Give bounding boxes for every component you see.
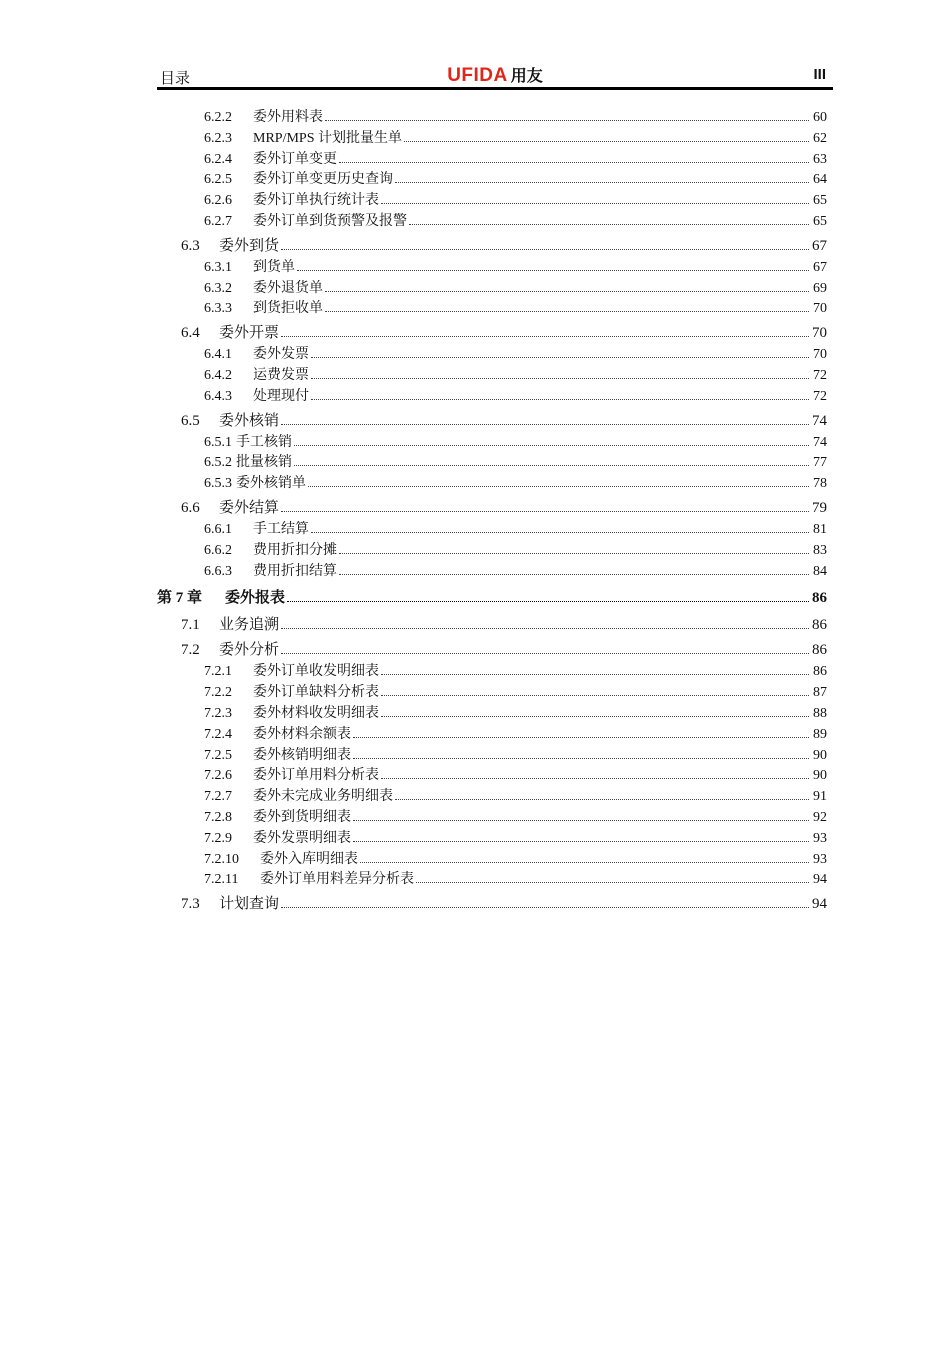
toc-entry-title: 手工结算 (253, 521, 309, 537)
header-section-title: 目录 (160, 71, 191, 87)
toc-entry-title: 委外订单用料分析表 (253, 768, 379, 784)
toc-entry-title: 委外材料余额表 (253, 726, 351, 742)
header-rule (157, 87, 833, 90)
ufida-logo (158, 63, 832, 87)
toc-entry-title: MRP/MPS 计划批量生单 (253, 130, 402, 146)
toc-entry-page: 94 (813, 872, 827, 888)
dot-leader (294, 465, 809, 466)
toc-entry-number: 6.6 (181, 499, 200, 516)
dot-leader (281, 628, 809, 629)
toc-entry-number: 6.2.2 (204, 110, 232, 125)
toc-entry[interactable] (157, 892, 827, 916)
dot-leader (404, 141, 809, 142)
dot-leader (339, 553, 809, 554)
dot-leader (281, 653, 809, 654)
toc-entry[interactable] (157, 683, 827, 704)
toc-entry-page: 94 (812, 896, 827, 913)
dot-leader (339, 574, 809, 575)
toc-entry[interactable] (157, 366, 827, 387)
toc-entry-page: 79 (812, 499, 827, 516)
toc-entry[interactable] (157, 662, 827, 683)
dot-leader (294, 445, 809, 446)
toc-entry-number: 6.2.6 (204, 193, 232, 209)
toc-entry-title: 委外核销明细表 (253, 747, 351, 763)
toc-entry-number: 6.4 (181, 325, 200, 342)
dot-leader (353, 841, 809, 842)
toc-entry-number: 6.4.3 (204, 388, 232, 404)
dot-leader (281, 336, 809, 337)
toc-entry-number: 6.3 (181, 237, 200, 254)
toc-entry[interactable] (157, 453, 827, 474)
toc-entry-title: 委外订单用料差异分析表 (260, 872, 414, 888)
toc-entry-title: 委外核销 (219, 412, 280, 429)
toc-entry-page: 65 (813, 193, 827, 209)
toc-entry-page: 70 (813, 347, 827, 363)
toc-entry-number: 7.2.1 (204, 664, 232, 680)
toc-entry-title: 委外未完成业务明细表 (253, 789, 393, 805)
toc-entry-number: 7.2 (181, 642, 200, 659)
toc-entry-title: 委外报表 (225, 590, 286, 607)
toc-entry-number: 7.2.5 (204, 747, 232, 763)
toc-entry-page: 88 (813, 705, 827, 721)
toc-entry-page: 86 (812, 642, 827, 659)
dot-leader (311, 378, 809, 379)
toc-entry-title: 委外订单执行统计表 (253, 193, 379, 209)
toc-entry-title: 批量核销 (236, 455, 292, 471)
toc-entry-number: 7.2.9 (204, 830, 232, 846)
dot-leader (325, 291, 809, 292)
toc-entry-number: 6.2.3 (204, 130, 232, 146)
toc-entry-number: 7.2.11 (204, 872, 239, 888)
dot-leader (287, 601, 809, 602)
table-of-contents (157, 108, 827, 916)
toc-entry-number: 6.5 (181, 412, 200, 429)
toc-entry-title: 委外结算 (219, 499, 280, 516)
toc-entry-title: 委外发票明细表 (253, 830, 351, 846)
toc-entry-page: 90 (813, 747, 827, 763)
toc-entry-number: 7.2.2 (204, 685, 232, 701)
toc-entry[interactable] (157, 787, 827, 808)
toc-entry-page: 74 (812, 412, 827, 429)
toc-entry-number: 6.5.2 (204, 455, 232, 471)
toc-entry-page: 87 (813, 685, 827, 701)
toc-entry-title: 到货拒收单 (253, 301, 323, 317)
toc-entry-title: 委外到货明细表 (253, 809, 351, 825)
toc-entry-number: 7.2.10 (204, 851, 239, 867)
dot-leader (360, 862, 809, 863)
toc-entry-page: 70 (813, 301, 827, 317)
dot-leader (281, 907, 809, 908)
toc-entry-number: 6.3.2 (204, 280, 232, 296)
toc-entry-number: 6.2.7 (204, 213, 232, 229)
toc-entry-number: 6.6.1 (204, 521, 232, 537)
toc-entry-page: 92 (813, 809, 827, 825)
toc-entry[interactable] (157, 170, 827, 191)
toc-entry-page: 64 (813, 172, 827, 188)
toc-entry-page: 81 (813, 521, 827, 537)
toc-entry-title: 委外订单收发明细表 (253, 664, 379, 680)
dot-leader (381, 716, 809, 717)
toc-entry[interactable] (157, 234, 827, 258)
toc-entry[interactable] (157, 746, 827, 767)
toc-entry[interactable] (157, 829, 827, 850)
toc-entry-page: 72 (813, 367, 827, 383)
toc-entry-title: 费用折扣分摊 (253, 542, 337, 558)
logo-latin-text: UFIDA (447, 65, 508, 86)
toc-entry-page: 83 (813, 542, 827, 558)
toc-entry-number: 6.6.3 (204, 563, 232, 579)
toc-entry-page: 62 (813, 130, 827, 146)
toc-entry-page: 93 (813, 830, 827, 846)
toc-entry[interactable] (157, 191, 827, 212)
dot-leader (281, 424, 809, 425)
dot-leader (308, 486, 809, 487)
toc-entry-page: 86 (812, 617, 827, 634)
dot-leader (353, 820, 809, 821)
toc-entry-title: 委外到货 (219, 237, 280, 254)
toc-entry-number: 7.2.7 (204, 789, 232, 805)
toc-entry-title: 费用折扣结算 (253, 563, 337, 579)
toc-entry-page: 63 (813, 151, 827, 167)
toc-entry[interactable] (157, 108, 827, 129)
dot-leader (353, 758, 809, 759)
toc-entry-page: 67 (813, 259, 827, 275)
dot-leader (311, 532, 809, 533)
toc-entry[interactable] (157, 150, 827, 171)
toc-entry-number: 6.3.1 (204, 259, 232, 275)
toc-entry-page: 67 (812, 237, 827, 254)
toc-entry-title: 运费发票 (253, 367, 309, 383)
toc-entry-page: 65 (813, 213, 827, 229)
toc-entry-number: 6.2.5 (204, 172, 232, 188)
dot-leader (395, 799, 809, 800)
toc-entry[interactable] (157, 704, 827, 725)
toc-entry-page: 91 (813, 789, 827, 805)
toc-entry[interactable] (157, 584, 827, 612)
toc-entry[interactable] (157, 562, 827, 583)
toc-entry-page: 78 (813, 476, 827, 492)
toc-entry[interactable] (157, 409, 827, 433)
dot-leader (311, 399, 809, 400)
toc-entry-title: 委外入库明细表 (260, 851, 358, 867)
toc-entry[interactable] (157, 541, 827, 562)
toc-entry[interactable] (157, 870, 827, 891)
dot-leader (416, 882, 809, 883)
toc-entry-number: 7.3 (181, 896, 200, 913)
toc-entry[interactable] (157, 433, 827, 454)
toc-entry-number: 6.6.2 (204, 542, 232, 558)
toc-entry-title: 手工核销 (236, 434, 292, 450)
toc-entry[interactable] (157, 321, 827, 345)
dot-leader (381, 695, 809, 696)
dot-leader (281, 249, 809, 250)
toc-entry[interactable] (157, 279, 827, 300)
dot-leader (325, 120, 809, 121)
toc-entry-number: 6.2.4 (204, 151, 232, 167)
toc-entry[interactable] (157, 613, 827, 637)
toc-entry[interactable] (157, 345, 827, 366)
toc-entry-page: 86 (812, 590, 827, 607)
toc-entry-number: 7.2.6 (204, 768, 232, 784)
toc-entry[interactable] (157, 638, 827, 662)
toc-entry-number: 第 7 章 (157, 590, 203, 607)
dot-leader (325, 311, 809, 312)
toc-entry-page: 60 (813, 110, 827, 125)
dot-leader (381, 778, 809, 779)
toc-entry[interactable] (157, 496, 827, 520)
logo-chinese-text: 用友 (510, 66, 543, 85)
dot-leader (353, 737, 809, 738)
toc-entry-page: 72 (813, 388, 827, 404)
toc-entry-number: 6.3.3 (204, 301, 232, 317)
toc-entry-page: 89 (813, 726, 827, 742)
toc-entry-page: 84 (813, 563, 827, 579)
toc-entry[interactable] (157, 299, 827, 320)
toc-entry-title: 委外核销单 (236, 476, 306, 492)
toc-entry-title: 委外订单变更 (253, 151, 337, 167)
toc-entry[interactable] (157, 808, 827, 829)
dot-leader (281, 511, 809, 512)
toc-entry-title: 处理现付 (253, 388, 309, 404)
toc-entry[interactable] (157, 212, 827, 233)
toc-entry-page: 74 (813, 434, 827, 450)
toc-entry-title: 委外材料收发明细表 (253, 705, 379, 721)
toc-entry-title: 委外订单变更历史查询 (253, 172, 393, 188)
toc-entry[interactable] (157, 766, 827, 787)
toc-entry[interactable] (157, 850, 827, 871)
toc-entry-page: 69 (813, 280, 827, 296)
toc-entry-title: 委外发票 (253, 347, 309, 363)
toc-entry-title: 到货单 (253, 259, 295, 275)
dot-leader (381, 674, 809, 675)
toc-entry-number: 7.2.8 (204, 809, 232, 825)
toc-entry-title: 委外订单到货预警及报警 (253, 213, 407, 229)
toc-entry-title: 委外分析 (219, 642, 280, 659)
dot-leader (395, 182, 809, 183)
toc-entry-page: 90 (813, 768, 827, 784)
dot-leader (409, 224, 809, 225)
toc-entry-number: 6.4.1 (204, 347, 232, 363)
toc-entry[interactable] (157, 474, 827, 495)
toc-entry-page: 70 (812, 325, 827, 342)
page-number: III (813, 66, 826, 83)
toc-entry[interactable] (157, 258, 827, 279)
toc-entry-number: 7.2.3 (204, 705, 232, 721)
toc-entry-number: 6.4.2 (204, 367, 232, 383)
toc-entry[interactable] (157, 387, 827, 408)
toc-entry-number: 7.1 (181, 617, 200, 634)
toc-entry-title: 委外开票 (219, 325, 280, 342)
toc-entry-title: 委外退货单 (253, 280, 323, 296)
page-header (158, 60, 832, 88)
toc-entry[interactable] (157, 520, 827, 541)
toc-entry[interactable] (157, 725, 827, 746)
toc-entry-page: 77 (813, 455, 827, 471)
dot-leader (339, 162, 809, 163)
toc-entry-title: 业务追溯 (219, 617, 280, 634)
toc-entry-title: 委外用料表 (253, 110, 323, 125)
toc-entry-page: 86 (813, 664, 827, 680)
toc-entry-number: 7.2.4 (204, 726, 232, 742)
toc-entry-number: 6.5.3 (204, 476, 232, 492)
toc-entry[interactable] (157, 129, 827, 150)
dot-leader (297, 270, 809, 271)
dot-leader (381, 203, 809, 204)
toc-entry-page: 93 (813, 851, 827, 867)
toc-entry-title: 委外订单缺料分析表 (253, 685, 379, 701)
dot-leader (311, 357, 809, 358)
toc-entry-title: 计划查询 (219, 896, 280, 913)
toc-entry-number: 6.5.1 (204, 434, 232, 450)
